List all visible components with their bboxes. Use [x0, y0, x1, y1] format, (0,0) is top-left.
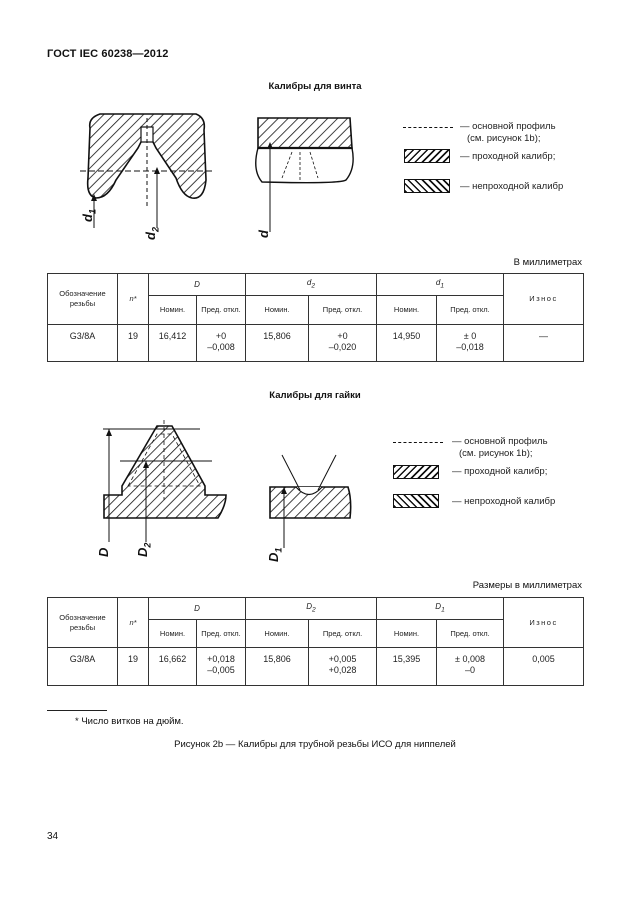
col-D2: $D_2$ — [246, 598, 377, 620]
legend-nogo-swatch-screw — [404, 179, 450, 193]
col-designation: Обозначение резьбы — [48, 598, 118, 648]
label-D-nut: D — [96, 547, 111, 557]
nut-profile-drawing — [103, 420, 226, 542]
col-D: D — [149, 598, 246, 620]
legend-nogo-nut: — непроходной калибр — [452, 496, 556, 507]
label-D1-nut: $D_1$ — [266, 547, 284, 562]
legend-nogo-screw: — непроходной калибр — [460, 181, 564, 192]
nut-block-drawing — [270, 455, 351, 548]
screw-units: В миллиметрах — [513, 257, 582, 268]
sub-nom: Номин. — [246, 296, 309, 324]
legend-go-nut: — проходной калибр; — [452, 466, 548, 477]
sub-nom: Номин. — [377, 296, 437, 324]
standard-header: ГОСТ IEC 60238—2012 — [47, 48, 169, 60]
sub-nom: Номин. — [246, 620, 309, 648]
col-d1: $d_1$ — [377, 274, 504, 296]
footnote-separator — [47, 710, 107, 711]
label-D2-nut: $D_2$ — [135, 542, 153, 557]
legend-basic-profile-line-nut — [393, 442, 443, 443]
sub-nom: Номин. — [377, 620, 437, 648]
legend-go-swatch-nut — [393, 465, 439, 479]
legend-go-screw: — проходной калибр; — [460, 151, 556, 162]
footnote: * Число витков на дюйм. — [75, 716, 184, 727]
sub-nom: Номин. — [149, 620, 197, 648]
col-D: D — [149, 274, 246, 296]
nut-section-title: Калибры для гайки — [269, 390, 361, 401]
legend-nogo-swatch-nut — [393, 494, 439, 508]
col-D1: $D_1$ — [377, 598, 504, 620]
legend-basic-profile-screw: — основной профиль (см. рисунок 1b); — [460, 121, 556, 144]
sub-dev: Пред. откл. — [309, 620, 377, 648]
legend-basic-profile-line-screw — [403, 127, 453, 128]
sub-dev: Пред. откл. — [197, 620, 246, 648]
legend-go-swatch-screw — [404, 149, 450, 163]
figure-caption: Рисунок 2b — Калибры для трубной резьбы ИСО для ниппелей — [174, 739, 456, 750]
screw-profile-drawing — [80, 114, 215, 228]
screw-section-title: Калибры для винта — [268, 81, 362, 92]
col-n: n* — [118, 274, 149, 325]
sub-nom: Номин. — [149, 296, 197, 324]
col-d2: $d_2$ — [246, 274, 377, 296]
sub-dev: Пред. откл. — [437, 296, 504, 324]
page-number: 34 — [47, 831, 59, 842]
table-row: G3/8A 19 16,662 +0,018 –0,005 15,806 +0,005 +0,028 15,395 ± 0,008 –0 0,005 — [48, 648, 584, 686]
col-designation: Обозначение резьбы — [48, 274, 118, 325]
col-wear: Износ — [504, 598, 584, 648]
label-d2-screw: $d_2$ — [143, 227, 161, 240]
nut-units: Размеры в миллиметрах — [472, 580, 582, 591]
sub-dev: Пред. откл. — [197, 296, 246, 324]
col-wear: Износ — [504, 274, 584, 325]
nut-gauge-table — [47, 597, 584, 686]
screw-gauge-table — [47, 273, 584, 362]
screw-block-drawing — [256, 118, 353, 232]
sub-dev: Пред. откл. — [309, 296, 377, 324]
table-row: G3/8A 19 16,412 +0 –0,008 15,806 +0 –0,020 14,950 ± 0 –0,018 — — [48, 324, 584, 361]
col-n: n* — [118, 598, 149, 648]
label-d1-screw: $d_1$ — [80, 209, 98, 222]
label-d-screw: d — [256, 230, 271, 238]
sub-dev: Пред. откл. — [437, 620, 504, 648]
legend-basic-profile-nut: — основной профиль (см. рисунок 1b); — [452, 436, 548, 459]
